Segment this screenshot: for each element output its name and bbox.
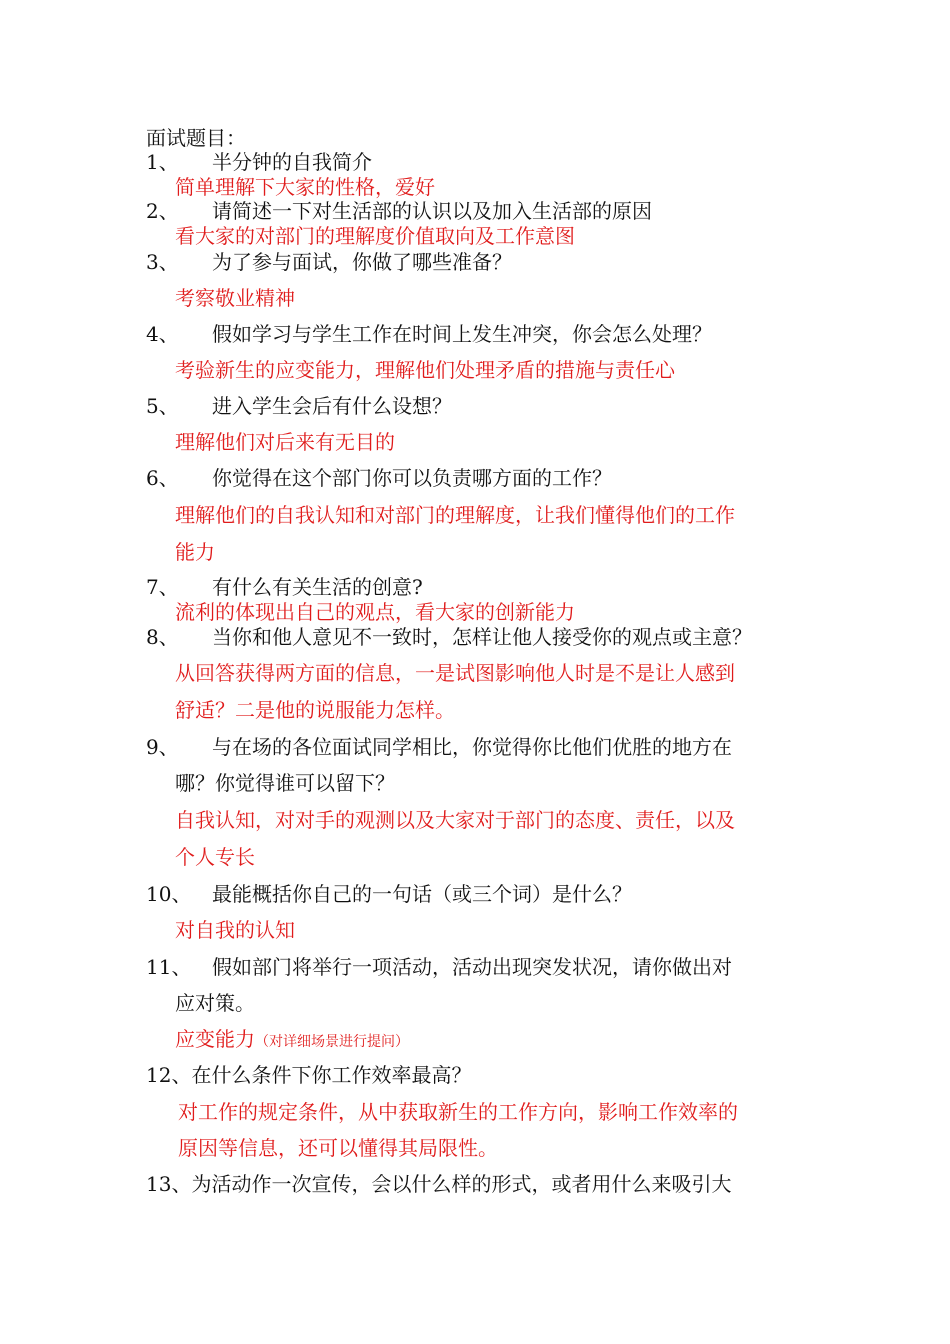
question-number: 4、: [146, 322, 179, 346]
answer-12-line-1: 对工作的规定条件，从中获取新生的工作方向，影响工作效率的: [178, 1100, 738, 1124]
answer-6-line-2: 能力: [175, 540, 215, 564]
question-text: 在什么条件下你工作效率最高？: [191, 1063, 472, 1087]
answer-text: 应变能力: [175, 1027, 255, 1051]
answer-note: （对详细场景进行提问）: [255, 1034, 409, 1050]
question-text: 为了参与面试，你做了哪些准备？: [212, 250, 512, 274]
question-11-cont: 应对策。: [175, 991, 255, 1015]
question-number: 1、: [146, 150, 179, 174]
answer-9-line-2: 个人专长: [175, 845, 255, 869]
question-text: 半分钟的自我简介: [212, 150, 372, 174]
question-number: 7、: [146, 575, 179, 599]
question-text: 你觉得在这个部门你可以负责哪方面的工作？: [212, 466, 612, 490]
question-9-cont: 哪？你觉得谁可以留下？: [175, 771, 395, 795]
answer-3: 考察敬业精神: [175, 286, 295, 310]
question-number: 5、: [146, 394, 179, 418]
question-text: 假如学习与学生工作在时间上发生冲突，你会怎么处理？: [212, 322, 712, 346]
question-number: 2、: [146, 199, 179, 223]
answer-10: 对自我的认知: [175, 918, 295, 942]
answer-11: [175, 1027, 409, 1054]
answer-7: 流利的体现出自己的观点，看大家的创新能力: [175, 600, 575, 624]
question-13: [146, 1172, 731, 1196]
question-number: 8、: [146, 625, 179, 649]
answer-9-line-1: 自我认知，对对手的观测以及大家对于部门的态度、责任，以及: [175, 808, 735, 832]
question-number: 13、: [146, 1172, 192, 1196]
answer-8-line-2: 舒适？二是他的说服能力怎样。: [175, 698, 455, 722]
answer-6-line-1: 理解他们的自我认知和对部门的理解度，让我们懂得他们的工作: [175, 503, 735, 527]
answer-1: 简单理解下大家的性格，爱好: [175, 175, 435, 199]
question-12: [146, 1063, 471, 1087]
answer-2: 看大家的对部门的理解度价值取向及工作意图: [175, 224, 575, 248]
question-text: 请简述一下对生活部的认识以及加入生活部的原因: [212, 199, 652, 223]
question-text: 与在场的各位面试同学相比，你觉得你比他们优胜的地方在: [212, 735, 732, 759]
answer-12-line-2: 原因等信息，还可以懂得其局限性。: [178, 1136, 498, 1160]
question-text: 最能概括你自己的一句话（或三个词）是什么？: [212, 882, 632, 906]
question-text: 进入学生会后有什么设想？: [212, 394, 452, 418]
question-number: 3、: [146, 250, 179, 274]
answer-4: 考验新生的应变能力，理解他们处理矛盾的措施与责任心: [175, 358, 675, 382]
question-text: 为活动作一次宣传，会以什么样的形式，或者用什么来吸引大: [191, 1172, 732, 1196]
question-text: 当你和他人意见不一致时，怎样让他人接受你的观点或主意？: [212, 625, 752, 649]
question-number: 6、: [146, 466, 179, 490]
page-title: 面试题目：: [146, 126, 246, 150]
question-number: 12、: [146, 1063, 192, 1087]
question-number: 9、: [146, 735, 179, 759]
question-text: 有什么有关生活的创意?: [212, 575, 423, 599]
question-number: 10、: [146, 882, 192, 906]
answer-5: 理解他们对后来有无目的: [175, 430, 395, 454]
question-number: 11、: [146, 955, 192, 979]
answer-8-line-1: 从回答获得两方面的信息，一是试图影响他人时是不是让人感到: [175, 661, 735, 685]
question-text: 假如部门将举行一项活动，活动出现突发状况，请你做出对: [212, 955, 732, 979]
